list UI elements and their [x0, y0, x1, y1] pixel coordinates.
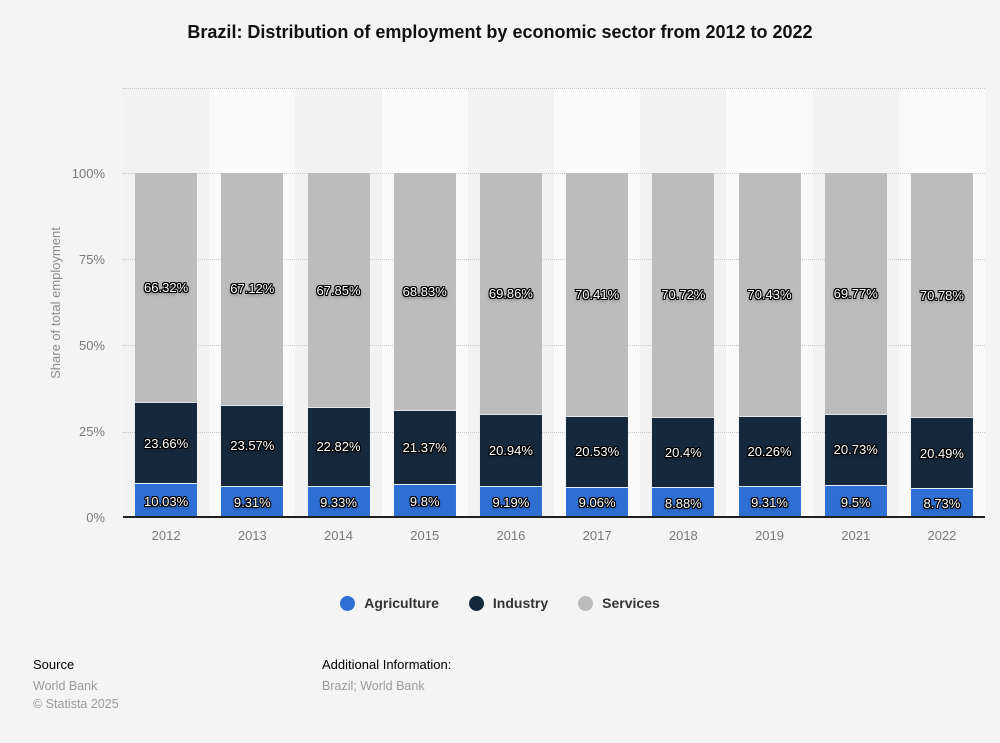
- segment-value-label: 70.72%: [661, 287, 706, 303]
- legend-dot-icon: [578, 596, 593, 611]
- bar-segment-industry[interactable]: [738, 416, 800, 486]
- x-axis-labels: [123, 528, 985, 543]
- segment-value-label: 20.73%: [833, 442, 878, 458]
- x-axis-line: [123, 516, 985, 518]
- legend-dot-icon: [340, 596, 355, 611]
- stacked-bar-2014: [307, 173, 369, 518]
- segment-value-label: 9.31%: [233, 494, 271, 510]
- x-axis-label-2022: 2022: [927, 528, 957, 543]
- stacked-bar-2021: [825, 173, 887, 518]
- x-axis-label-2021: 2021: [841, 528, 871, 543]
- segment-value-label: 9.31%: [751, 494, 788, 510]
- segment-value-label: 20.94%: [488, 443, 533, 459]
- legend-item-agriculture: [340, 595, 439, 611]
- plot-columns: [123, 88, 985, 518]
- bar-segment-agriculture[interactable]: [394, 484, 456, 518]
- source-line-1: World Bank: [33, 679, 98, 693]
- stacked-bar-2017: [566, 173, 628, 518]
- segment-value-label: 9.06%: [578, 495, 616, 511]
- segment-value-label: 8.88%: [664, 495, 702, 511]
- legend-item-industry: [469, 595, 548, 611]
- bar-segment-agriculture[interactable]: [652, 487, 714, 518]
- bar-segment-industry[interactable]: [566, 416, 628, 487]
- segment-value-label: 23.57%: [230, 438, 275, 454]
- segment-value-label: 20.4%: [664, 445, 702, 461]
- x-axis-label-2012: 2012: [151, 528, 181, 543]
- bar-segment-services[interactable]: [911, 173, 973, 417]
- segment-value-label: 68.83%: [402, 284, 447, 300]
- bar-segment-services[interactable]: [221, 173, 283, 405]
- stacked-bar-2022: [911, 173, 973, 518]
- segment-value-label: 23.66%: [144, 435, 189, 451]
- segment-value-label: 67.12%: [230, 281, 275, 297]
- y-tick-25pct: 25%: [78, 424, 105, 439]
- x-axis-label-2014: 2014: [324, 528, 353, 543]
- segment-value-label: 21.37%: [402, 440, 447, 456]
- segment-value-label: 70.41%: [575, 286, 620, 302]
- segment-value-label: 8.73%: [923, 495, 961, 511]
- x-axis-label-2018: 2018: [668, 528, 698, 543]
- bar-segment-services[interactable]: [135, 173, 197, 402]
- segment-value-label: 20.53%: [575, 444, 620, 460]
- legend-label: Services: [602, 595, 660, 611]
- additional-info-label: Additional Information:: [322, 657, 452, 672]
- stacked-bar-2018: [652, 173, 714, 518]
- plot-column-2016: [468, 88, 554, 518]
- plot-column-2022: [899, 88, 985, 518]
- y-tick-0pct: 0%: [86, 510, 105, 525]
- y-tick-75pct: 75%: [78, 252, 105, 267]
- bar-segment-services[interactable]: [566, 173, 628, 416]
- plot-column-2021: [813, 88, 899, 518]
- segment-value-label: 69.86%: [488, 286, 533, 301]
- bar-segment-industry[interactable]: [652, 417, 714, 487]
- bar-segment-industry[interactable]: [825, 414, 887, 486]
- legend-label: Agriculture: [364, 595, 439, 611]
- legend-item-services: [578, 595, 660, 611]
- stacked-bar-2019: [738, 173, 800, 518]
- chart-title: Brazil: Distribution of employment by economic sector from 2012 to 2022: [187, 22, 813, 42]
- stacked-bar-2015: [394, 173, 456, 518]
- plot-column-2015: [382, 88, 468, 518]
- bar-segment-services[interactable]: [738, 173, 800, 416]
- x-axis-label-2019: 2019: [755, 528, 784, 543]
- x-axis-label-2016: 2016: [496, 528, 526, 543]
- chart-legend: [0, 595, 1000, 611]
- bar-segment-agriculture[interactable]: [738, 486, 800, 518]
- bar-segment-industry[interactable]: [221, 405, 283, 486]
- segment-value-label: 9.33%: [320, 494, 357, 510]
- stacked-bar-2013: [221, 173, 283, 518]
- y-tick-50pct: 50%: [78, 338, 105, 353]
- source-label: Source: [33, 657, 75, 672]
- legend-dot-icon: [469, 596, 484, 611]
- segment-value-label: 20.49%: [919, 445, 964, 461]
- x-axis-label-2013: 2013: [237, 528, 267, 543]
- segment-value-label: 20.26%: [747, 443, 792, 459]
- y-tick-100pct: 100%: [71, 166, 105, 181]
- segment-value-label: 70.43%: [747, 286, 792, 302]
- bar-segment-agriculture[interactable]: [221, 486, 283, 518]
- segment-value-label: 22.82%: [316, 439, 361, 455]
- plot-column-2018: [640, 88, 726, 518]
- bar-segment-services[interactable]: [394, 173, 456, 410]
- plot-column-2013: [209, 88, 295, 518]
- bar-segment-agriculture[interactable]: [825, 485, 887, 518]
- stacked-bar-2016: [480, 173, 542, 518]
- statista-copyright: © Statista 2025: [33, 697, 119, 711]
- segment-value-label: 9.5%: [840, 494, 871, 510]
- segment-value-label: 9.8%: [409, 494, 440, 510]
- segment-value-label: 67.85%: [316, 282, 361, 298]
- segment-value-label: 66.32%: [144, 279, 189, 295]
- bar-segment-agriculture[interactable]: [911, 488, 973, 518]
- plot-column-2017: [554, 88, 640, 518]
- segment-value-label: 10.03%: [144, 493, 189, 509]
- bar-segment-services[interactable]: [307, 173, 369, 407]
- segment-value-label: 69.77%: [833, 285, 878, 301]
- additional-info-line: Brazil; World Bank: [322, 679, 425, 693]
- plot-column-2012: [123, 88, 209, 518]
- legend-label: Industry: [492, 595, 549, 611]
- bar-segment-services[interactable]: [480, 173, 542, 414]
- bar-segment-industry[interactable]: [135, 402, 197, 484]
- plot-column-2014: [295, 88, 381, 518]
- bar-segment-services[interactable]: [825, 173, 887, 414]
- bar-segment-agriculture[interactable]: [135, 483, 197, 518]
- additional-info-block: [322, 657, 451, 695]
- bar-segment-agriculture[interactable]: [480, 486, 542, 518]
- y-axis-title: Share of total employment: [48, 227, 63, 379]
- bar-segment-industry[interactable]: [394, 410, 456, 484]
- bar-segment-industry[interactable]: [307, 407, 369, 486]
- bar-segment-agriculture[interactable]: [307, 486, 369, 518]
- plot-area: [123, 88, 985, 518]
- segment-value-label: 70.78%: [919, 287, 964, 303]
- bar-segment-industry[interactable]: [480, 414, 542, 486]
- segment-value-label: 9.19%: [492, 495, 530, 511]
- x-axis-label-2017: 2017: [582, 528, 612, 543]
- stacked-bar-2012: [135, 173, 197, 518]
- bar-segment-industry[interactable]: [911, 417, 973, 488]
- plot-column-2019: [726, 88, 812, 518]
- x-axis-label-2015: 2015: [410, 528, 440, 543]
- source-block: [33, 657, 119, 713]
- y-axis-ticks: [0, 0, 113, 530]
- bar-segment-services[interactable]: [652, 173, 714, 417]
- bar-segment-agriculture[interactable]: [566, 487, 628, 518]
